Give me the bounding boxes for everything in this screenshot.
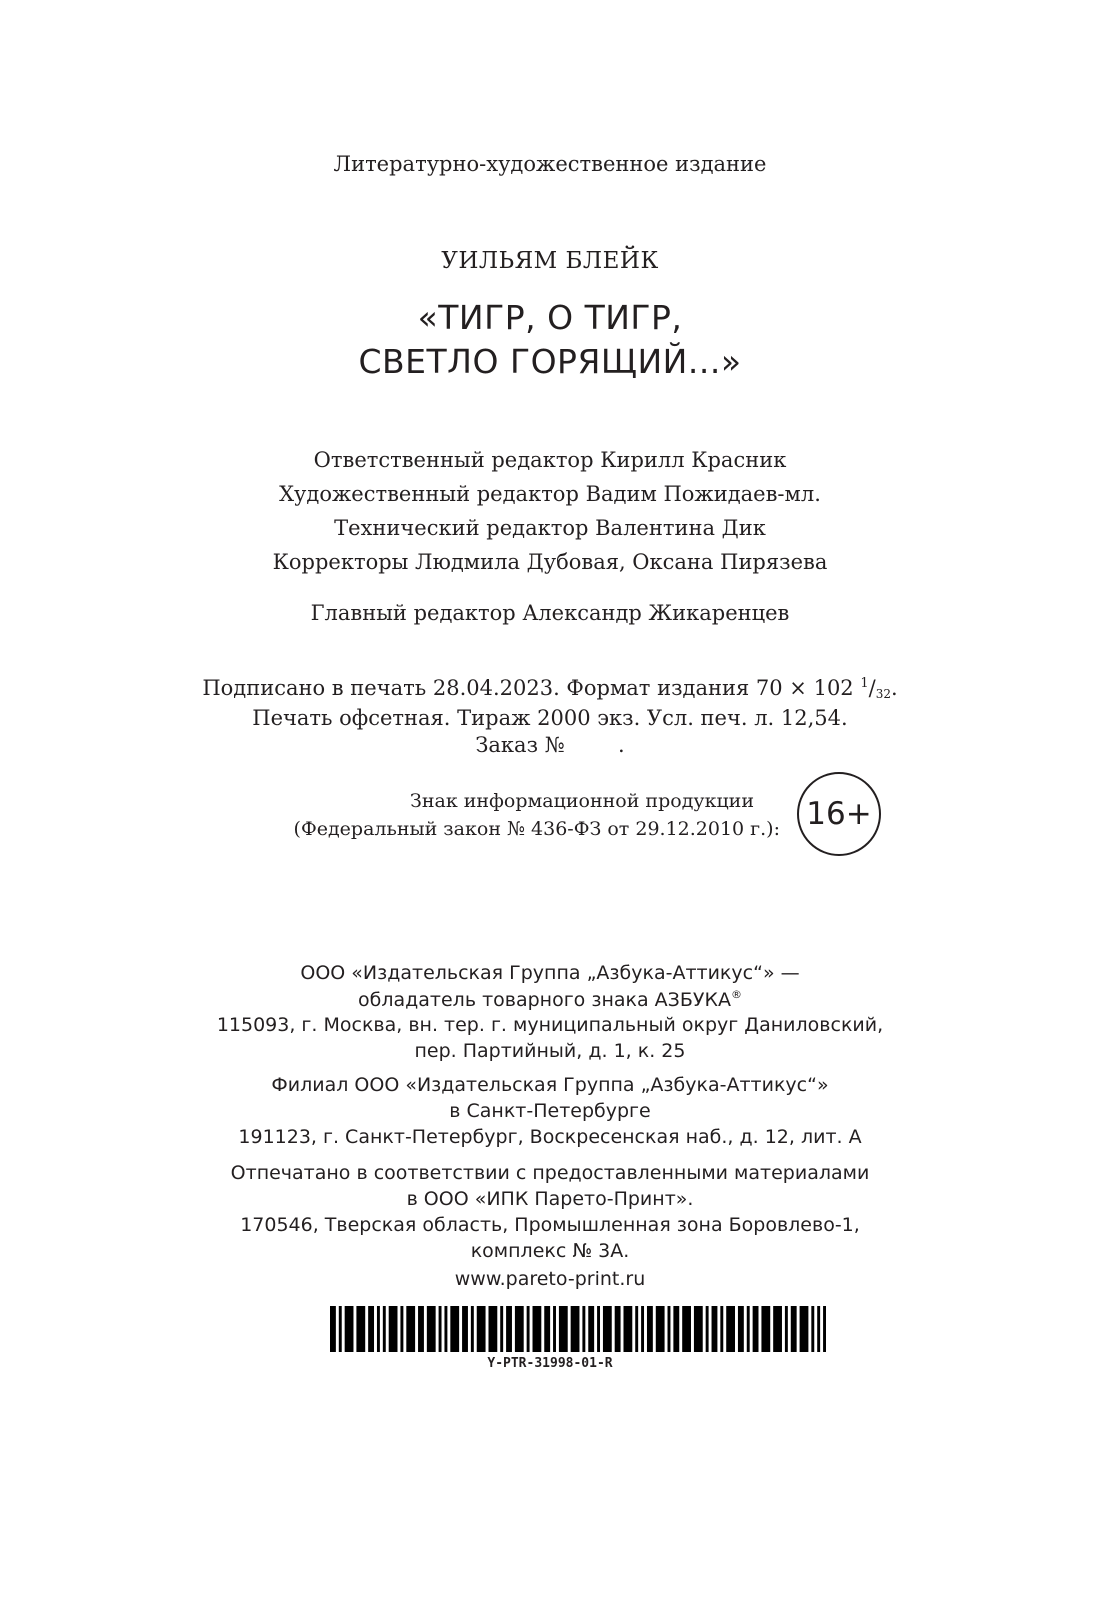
barcode-bar: [603, 1306, 612, 1352]
barcode-bar: [712, 1306, 718, 1352]
barcode-bar: [533, 1306, 542, 1352]
barcode-bar: [738, 1306, 744, 1352]
barcode-bar: [635, 1306, 638, 1352]
barcode-bar: [817, 1306, 820, 1352]
barcode-bar: [383, 1306, 386, 1352]
barcode-bar: [726, 1306, 735, 1352]
branch-line-2: в Санкт-Петербурге: [449, 1100, 651, 1122]
barcode-bar: [345, 1306, 354, 1352]
barcode-bar: [462, 1306, 468, 1352]
barcode-bar: [720, 1306, 723, 1352]
barcode-bar: [747, 1306, 750, 1352]
barcode-bar: [656, 1306, 665, 1352]
barcode-bar: [389, 1306, 398, 1352]
format-fraction-numerator: 1: [860, 676, 869, 691]
barcode-bar: [368, 1306, 374, 1352]
book-title-line-2: СВЕТЛО ГОРЯЩИЙ...»: [358, 342, 742, 381]
barcode: [330, 1306, 826, 1352]
barcode-bar: [761, 1306, 770, 1352]
barcode-bar: [450, 1306, 459, 1352]
print-info-text: Подписано в печать 28.04.2023. Формат издания 70 × 102: [202, 676, 861, 700]
barcode-bar: [588, 1306, 594, 1352]
barcode-bar: [682, 1306, 691, 1352]
barcode-bar: [356, 1306, 365, 1352]
barcode-bar: [527, 1306, 530, 1352]
barcode-bar: [791, 1306, 797, 1352]
barcode-bar: [800, 1306, 809, 1352]
chief-editor: Главный редактор Александр Жикаренцев: [310, 601, 790, 625]
info-mark-label: Знак информационной продукции: [409, 790, 754, 812]
barcode-bar: [506, 1306, 512, 1352]
barcode-bar: [785, 1306, 788, 1352]
barcode-bar: [559, 1306, 568, 1352]
print-info-suffix: .: [890, 676, 898, 700]
barcode-bar: [439, 1306, 442, 1352]
art-editor: Художественный редактор Вадим Пожидаев-мл.: [279, 482, 821, 506]
branch-line-1: Филиал ООО «Издательская Группа „Азбука-Аттикус“»: [271, 1074, 829, 1096]
barcode-bar: [668, 1306, 671, 1352]
barcode-bar: [544, 1306, 550, 1352]
printer-website: www.pareto-print.ru: [454, 1268, 646, 1290]
barcode-bar: [582, 1306, 585, 1352]
branch-address: 191123, г. Санкт-Петербург, Воскресенская наб., д. 12, лит. А: [238, 1126, 862, 1148]
barcode-bar: [471, 1306, 474, 1352]
trademark-text: обладатель товарного знака АЗБУКА: [358, 989, 731, 1011]
age-rating-badge: 16+: [797, 772, 881, 856]
barcode-bar: [641, 1306, 644, 1352]
barcode-bar: [773, 1306, 782, 1352]
barcode-bar: [571, 1306, 580, 1352]
barcode-bar: [488, 1306, 497, 1352]
printer-address-1: 170546, Тверская область, Промышленная зона Боровлево-1,: [240, 1214, 860, 1236]
order-number: [0, 733, 1100, 757]
technical-editor: Технический редактор Валентина Дик: [334, 516, 766, 540]
barcode-bar: [477, 1306, 486, 1352]
barcode-number: Y-PTR-31998-01-R: [487, 1356, 613, 1371]
registered-mark: ®: [730, 988, 742, 1001]
printer-line-2: в ООО «ИПК Парето-Принт».: [406, 1188, 694, 1210]
barcode-bar: [694, 1306, 703, 1352]
edition-genre: Литературно-художественное издание: [333, 152, 767, 176]
barcode-bar: [597, 1306, 600, 1352]
barcode-bar: [823, 1306, 826, 1352]
barcode-bar: [427, 1306, 436, 1352]
barcode-bar: [673, 1306, 679, 1352]
barcode-bar: [377, 1306, 380, 1352]
print-info-line-1: Подписано в печать 28.04.2023. Формат издания 70 × 102 $^1/_{32}$.: [202, 676, 898, 701]
barcode-bar: [623, 1306, 632, 1352]
format-fraction-denominator: 32: [875, 687, 891, 701]
barcode-bar: [553, 1306, 556, 1352]
barcode-bar: [330, 1306, 336, 1352]
publisher-line-1: ООО «Издательская Группа „Азбука-Аттикус“» —: [300, 962, 800, 984]
barcode-bar: [406, 1306, 415, 1352]
barcode-bar: [811, 1306, 814, 1352]
book-title-line-1: «ТИГР, О ТИГР,: [417, 298, 683, 337]
print-info-line-2: Печать офсетная. Тираж 2000 экз. Усл. печ. л. 12,54.: [252, 706, 848, 730]
barcode-bar: [444, 1306, 447, 1352]
publisher-line-2: [0, 988, 1100, 1011]
barcode-bar: [500, 1306, 503, 1352]
barcode-bar: [339, 1306, 342, 1352]
barcode-bar: [706, 1306, 709, 1352]
printer-line-1: Отпечатано в соответствии с предоставленными материалами: [230, 1162, 870, 1184]
barcode-bar: [753, 1306, 759, 1352]
responsible-editor: Ответственный редактор Кирилл Красник: [313, 448, 787, 472]
publisher-address-2: пер. Партийный, д. 1, к. 25: [414, 1040, 686, 1062]
printer-address-2: комплекс № 3А.: [470, 1240, 630, 1262]
barcode-bar: [647, 1306, 653, 1352]
barcode-bar: [615, 1306, 621, 1352]
barcode-bar: [515, 1306, 524, 1352]
proofreaders: Корректоры Людмила Дубовая, Оксана Пирязева: [272, 550, 828, 574]
barcode-bar: [418, 1306, 424, 1352]
publisher-address-1: 115093, г. Москва, вн. тер. г. муниципальный округ Даниловский,: [216, 1014, 884, 1036]
author-name: УИЛЬЯМ БЛЕЙК: [441, 248, 659, 274]
order-number-text: Заказ № .: [475, 733, 625, 757]
info-mark-law: (Федеральный закон № 436-ФЗ от 29.12.2010 г.):: [293, 818, 780, 840]
barcode-bar: [400, 1306, 403, 1352]
